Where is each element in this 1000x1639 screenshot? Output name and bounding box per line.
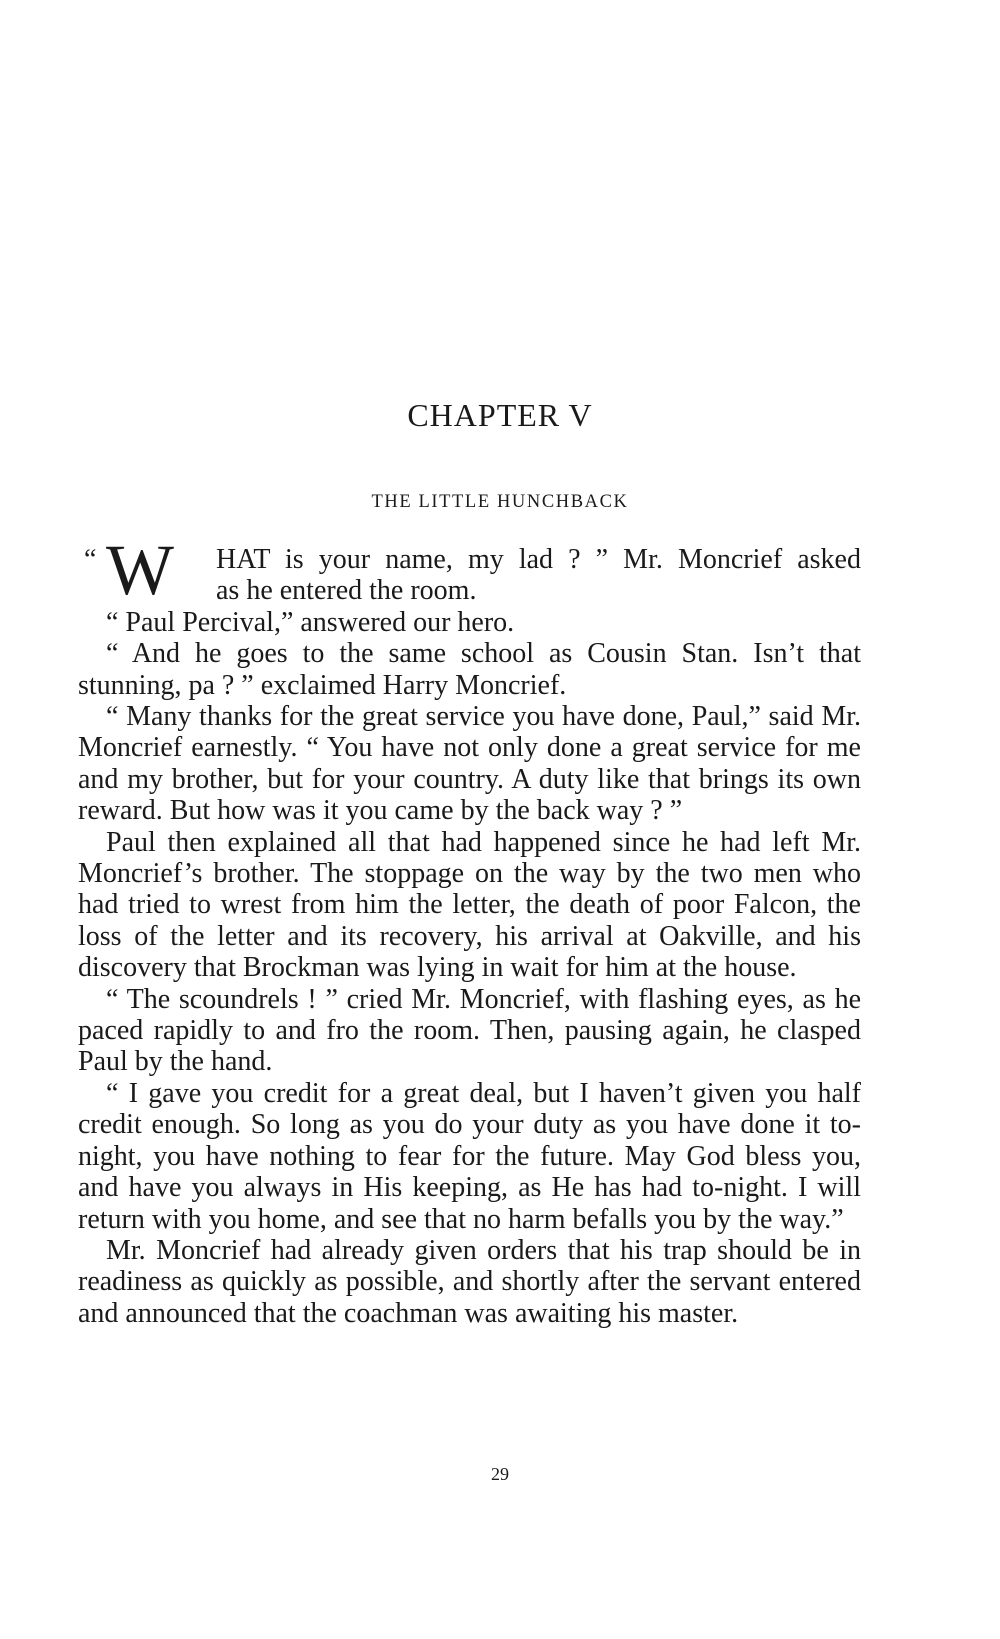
chapter-heading: CHAPTER V [407,397,593,433]
paragraph: “ And he goes to the same school as Cousin Stan. Isn’t that stunning, pa ? ” exclaimed Harry Moncrief. [78,638,861,701]
page-number: 29 [491,1464,509,1484]
paragraph: Paul then explained all that had happened since he had left Mr. Moncrief’s brother. The stoppage on the way by the two men who had tried to wrest from him the letter, the death of poor Falcon, the loss of the letter and its recovery, his arrival at Oakville, and his discovery that Brockman was lying in wait for him at the house. [78,826,861,984]
chapter-subtitle: THE LITTLE HUNCHBACK [371,492,629,512]
paragraph: “ The scoundrels ! ” cried Mr. Moncrief, with flashing eyes, as he paced rapidly to and fro the room. Then, pausing again, he clasped Paul by the hand. [78,983,861,1078]
opening-line-2: as he entered the room. [216,575,477,607]
opening-line-1: HAT is your name, my lad ? ” Mr. Moncrief asked [216,544,861,575]
paragraph: Mr. Moncrief had already given orders that his trap should be in readiness as quickly as possible, and shortly after the servant entered and announced that the coachman was awaiting his master. [78,1234,861,1329]
paragraph: “ I gave you credit for a great deal, but I haven’t given you half credit enough. So long as you do your duty as you have done it to-night, you have nothing to fear for the future. May God bless you, and have you always in His keeping, as He has had to-night. I will return with you home, and see that no harm befalls you by the way.” [78,1077,861,1235]
paragraph: “ Paul Percival,” answered our hero. [106,606,515,638]
opening-paragraph [78,530,861,610]
opening-quote-mark: “ [84,544,97,575]
drop-cap-letter: W [106,530,174,610]
chapter-body [78,530,861,1329]
paragraph: “ Many thanks for the great service you have done, Paul,” said Mr. Moncrief earnestly. “ You have not only done a great service for me and my brother, but for your country. A duty like that brings its own reward. But how was it you came by the back way ? ” [78,701,861,827]
